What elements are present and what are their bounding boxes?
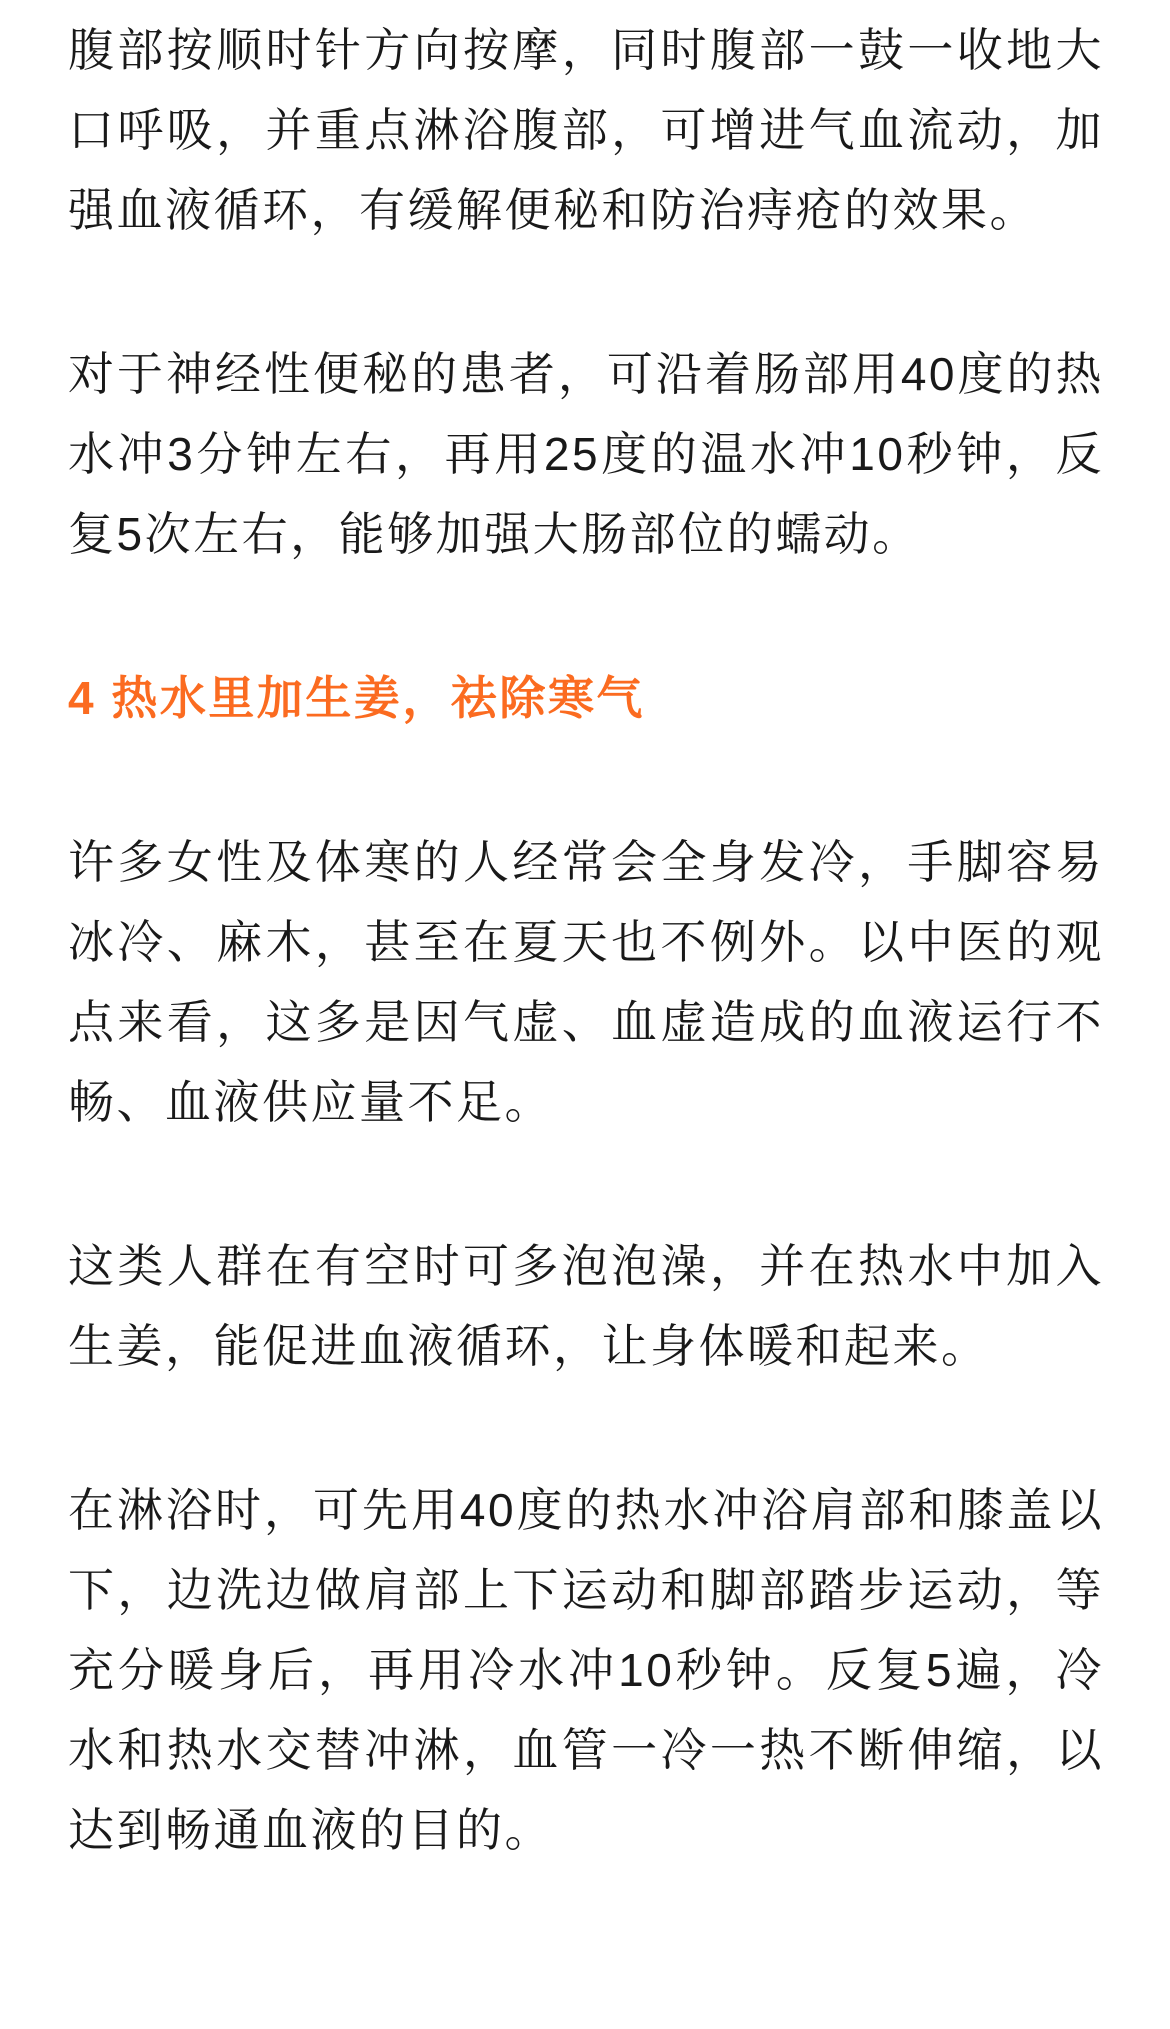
article-paragraph: 腹部按顺时针方向按摩，同时腹部一鼓一收地大口呼吸，并重点淋浴腹部，可增进气血流动，加强血液循环，有缓解便秘和防治痔疮的效果。 (68, 24, 1104, 236)
article-paragraph: 这类人群在有空时可多泡泡澡，并在热水中加入生姜，能促进血液循环，让身体暖和起来。 (68, 1240, 1104, 1372)
article-paragraph: 在淋浴时，可先用40度的热水冲浴肩部和膝盖以下，边洗边做肩部上下运动和脚部踏步运动，等充分暖身后，再用冷水冲10秒钟。反复5遍，冷水和热水交替冲淋，血管一冷一热不断伸缩，以达到畅通血液的目的。 (68, 1484, 1104, 1856)
article-paragraph: 对于神经性便秘的患者，可沿着肠部用40度的热水冲3分钟左右，再用25度的温水冲10秒钟，反复5次左右，能够加强大肠部位的蠕动。 (68, 348, 1104, 560)
section-heading: 4 热水里加生姜，祛除寒气 (68, 672, 645, 724)
article-paragraph: 许多女性及体寒的人经常会全身发冷，手脚容易冰冷、麻木，甚至在夏天也不例外。以中医的观点来看，这多是因气虚、血虚造成的血液运行不畅、血液供应量不足。 (68, 836, 1104, 1128)
